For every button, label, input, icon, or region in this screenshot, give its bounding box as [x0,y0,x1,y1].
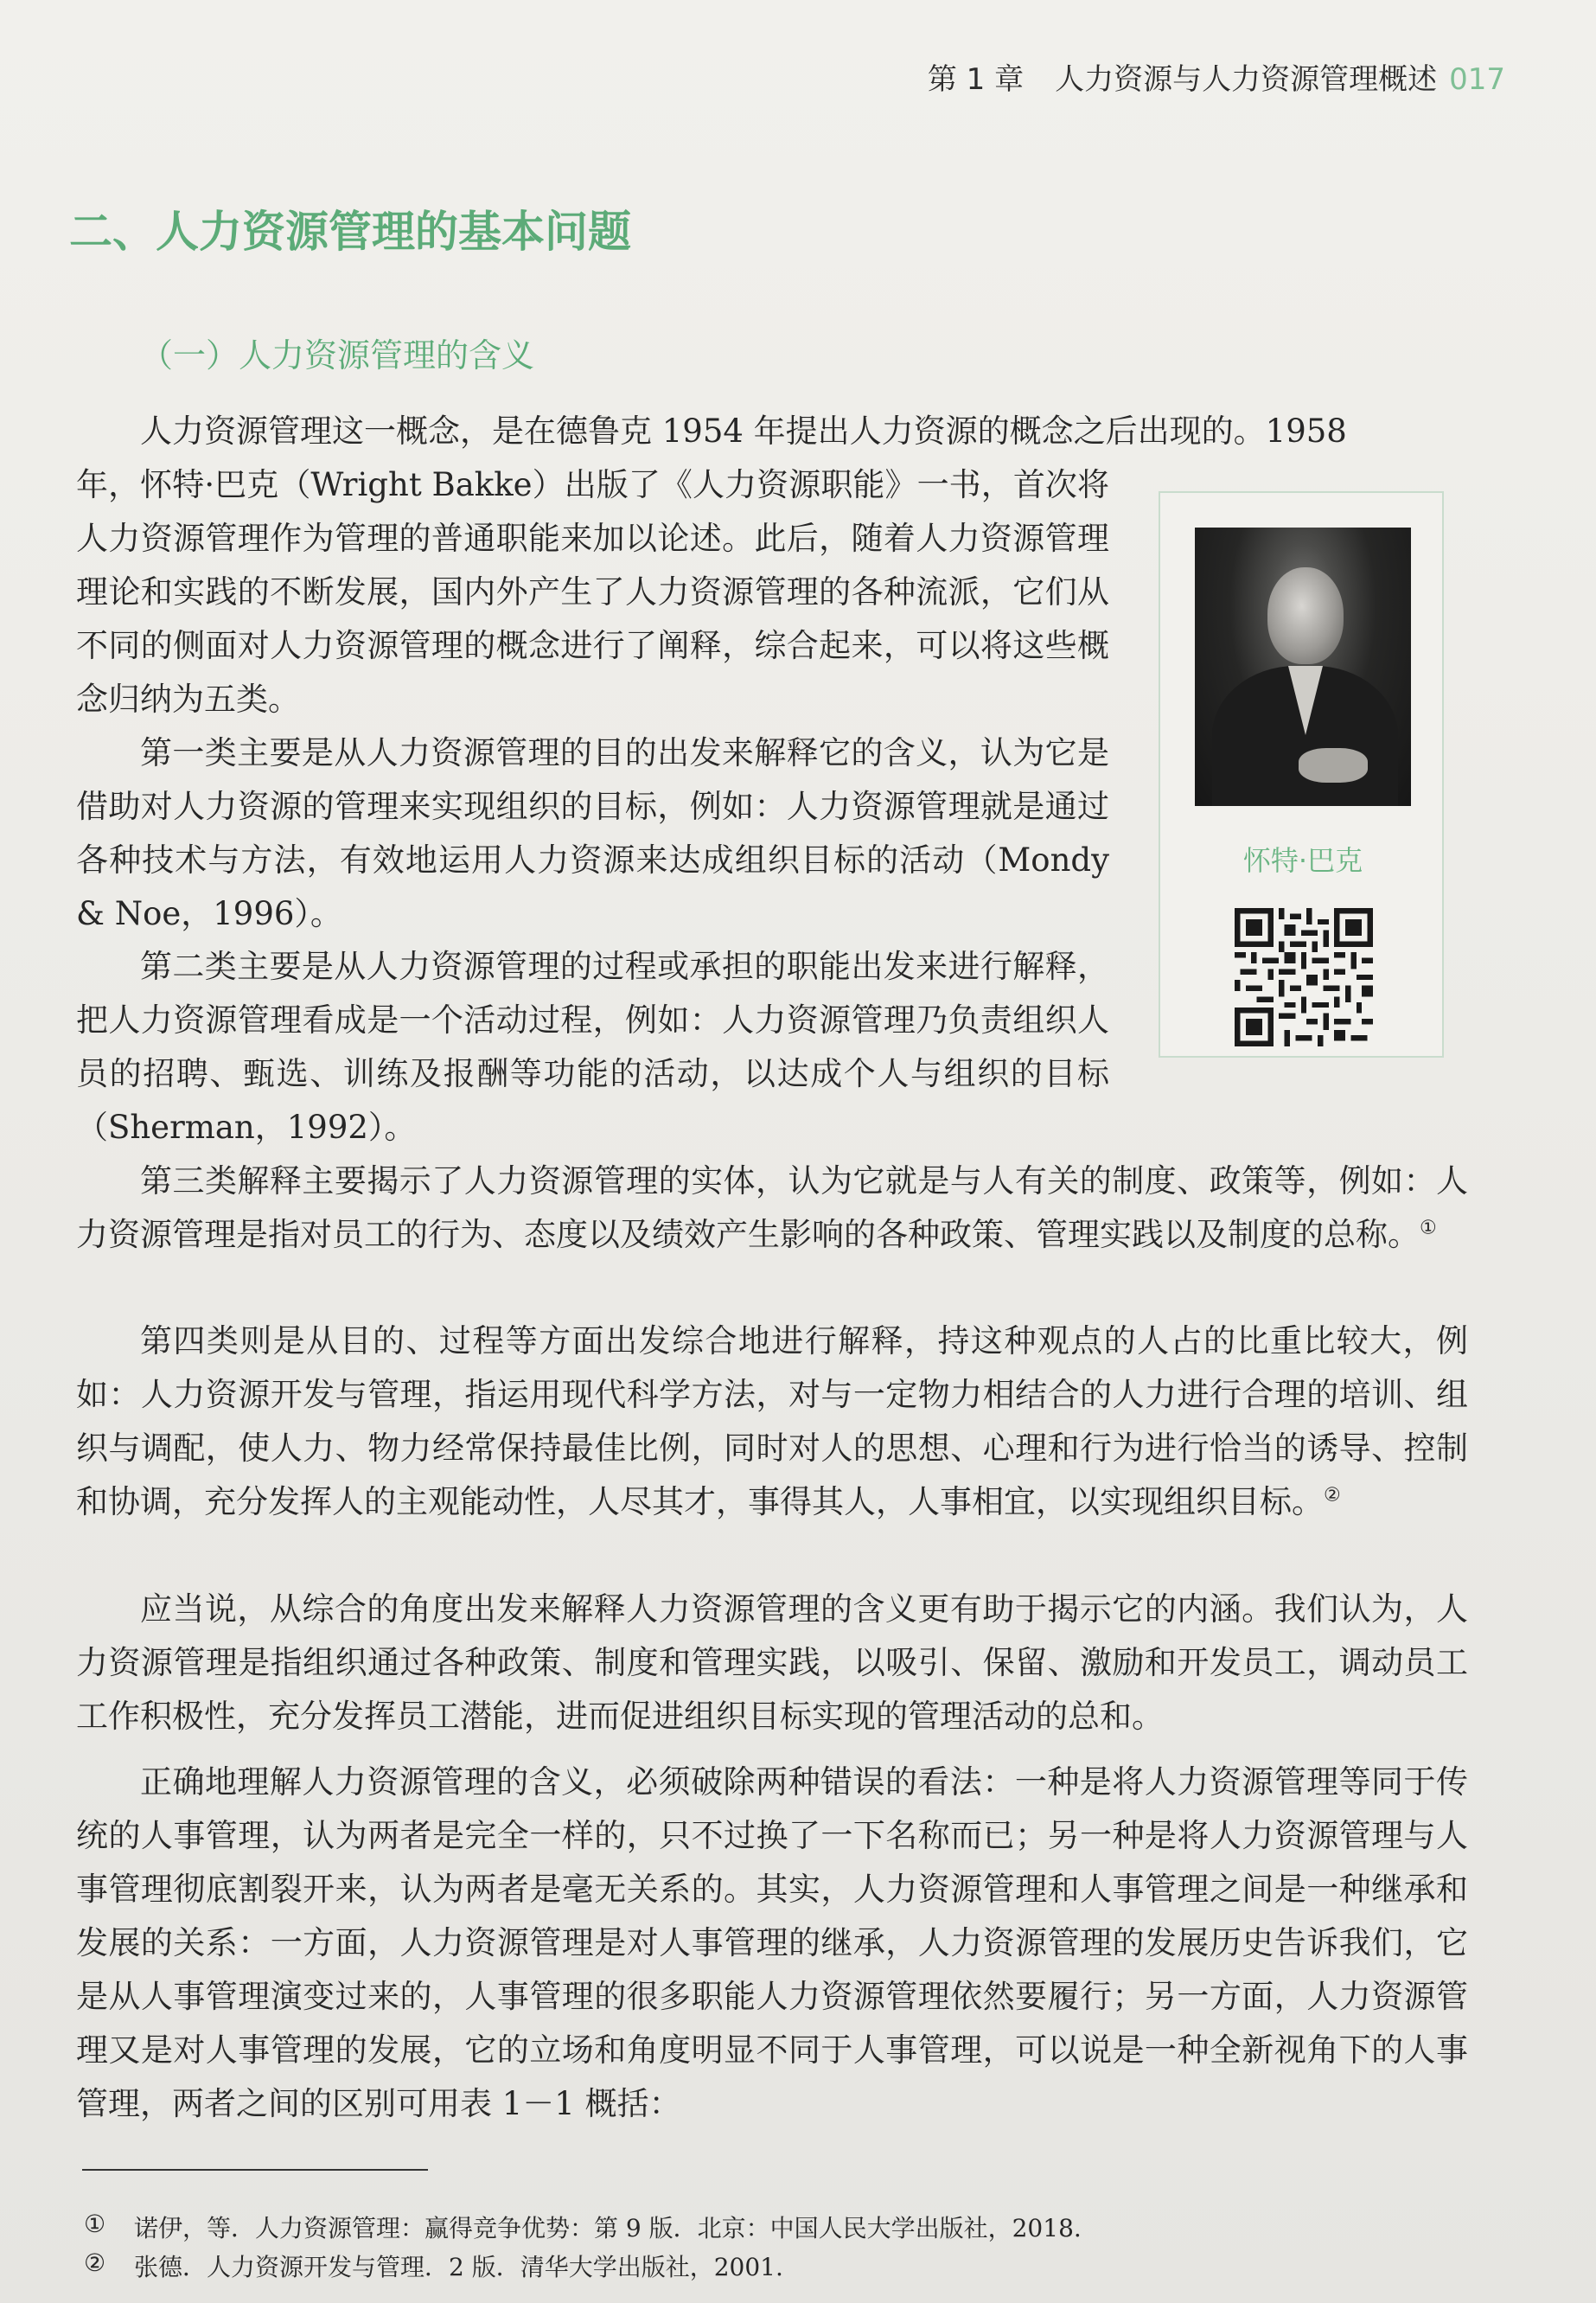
qr-code-icon[interactable] [1235,908,1373,1046]
subsection-title: （一）人力资源管理的含义 [140,336,535,374]
footnote-2 [84,2249,783,2283]
footnote-divider [82,2169,428,2171]
paragraph-category-4 [76,1315,1468,1529]
chapter-number: 第 1 章 [927,62,1025,97]
footnote-2-text: 张德．人力资源开发与管理．2 版．清华大学出版社，2001. [134,2253,783,2281]
footnote-1-mark: ① [84,2210,106,2238]
portrait-head-shape [1267,567,1344,664]
paragraph-definition: 应当说，从综合的角度出发来解释人力资源管理的含义更有助于揭示它的内涵。我们认为，人力资源管理是指组织通过各种政策、制度和管理实践，以吸引、保留、激励和开发员工，调动员工工作积极性，充分发挥员工潜能，进而促进组织目标实现的管理活动的总和。 [76,1590,1468,1735]
paragraph-category-1: 第一类主要是从人力资源管理的目的出发来解释它的含义，认为它是借助对人力资源的管理来实现组织的目标，例如：人力资源管理就是通过各种技术与方法，有效地运用人力资源来达成组织目标的活动（Mondy & Noe，1996）。 [76,734,1109,932]
paragraph-category-2: 第二类主要是从人力资源管理的过程或承担的职能出发来进行解释，把人力资源管理看成是一个活动过程，例如：人力资源管理乃负责组织人员的招聘、甄选、训练及报酬等功能的活动，以达成个人与组织的目标（Sherman，1992）。 [76,948,1109,1146]
paragraph-category-4-text: 第四类则是从目的、过程等方面出发综合地进行解释，持这种观点的人占的比重比较大，例如：人力资源开发与管理，指运用现代科学方法，对与一定物力相结合的人力进行合理的培训、组织与调配，使人力、物力经常保持最佳比例，同时对人的思想、心理和行为进行恰当的诱导、控制和协调，充分发挥人的主观能动性，人尽其才，事得其人，人事相宜，以实现组织目标。 [76,1322,1468,1520]
page-number: 017 [1449,62,1505,97]
footnote-1-text: 诺伊，等．人力资源管理：赢得竞争优势：第 9 版．北京：中国人民大学出版社，2018. [134,2214,1082,2242]
portrait-hands-shape [1299,748,1368,783]
paragraph-intro-rest: 年，怀特·巴克（Wright Bakke）出版了《人力资源职能》一书，首次将人力资源管理作为管理的普通职能来加以论述。此后，随着人力资源管理理论和实践的不断发展，国内外产生了人力资源管理的各种流派，它们从不同的侧面对人力资源管理的概念进行了阐释，综合起来，可以将这些概念归纳为五类。 [76,466,1109,718]
footnote-ref-2: ② [1324,1484,1341,1507]
section-title: 二、人力资源管理的基本问题 [69,207,631,257]
footnote-ref-1: ① [1420,1217,1437,1239]
footnote-2-mark: ② [84,2249,106,2277]
paragraph-category-3 [76,1155,1468,1262]
running-header [928,55,1505,98]
paragraph-category-3-text: 第三类解释主要揭示了人力资源管理的实体，认为它就是与人有关的制度、政策等，例如：人力资源管理是指对员工的行为、态度以及绩效产生影响的各种政策、管理实践以及制度的总称。 [76,1162,1468,1253]
portrait-photo [1195,528,1411,806]
paragraph-relationship: 正确地理解人力资源管理的含义，必须破除两种错误的看法：一种是将人力资源管理等同于传统的人事管理，认为两者是完全一样的，只不过换了一下名称而已；另一种是将人力资源管理与人事管理彻底割裂开来，认为两者是毫无关系的。其实，人力资源管理和人事管理之间是一种继承和发展的关系：一方面，人力资源管理是对人事管理的继承，人力资源管理的发展历史告诉我们，它是从人事管理演变过来的，人事管理的很多职能人力资源管理依然要履行；另一方面，人力资源管理又是对人事管理的发展，它的立场和角度明显不同于人事管理，可以说是一种全新视角下的人事管理，两者之间的区别可用表 1－1 概括： [76,1763,1468,2122]
footnote-1 [84,2210,1082,2244]
paragraph-intro-line1: 人力资源管理这一概念，是在德鲁克 1954 年提出人力资源的概念之后出现的。1958 [140,413,1347,450]
portrait-caption: 怀特·巴克 [1242,844,1363,877]
chapter-title: 人力资源与人力资源管理概述 [1055,62,1438,97]
portrait-sidebar [1159,491,1444,1058]
